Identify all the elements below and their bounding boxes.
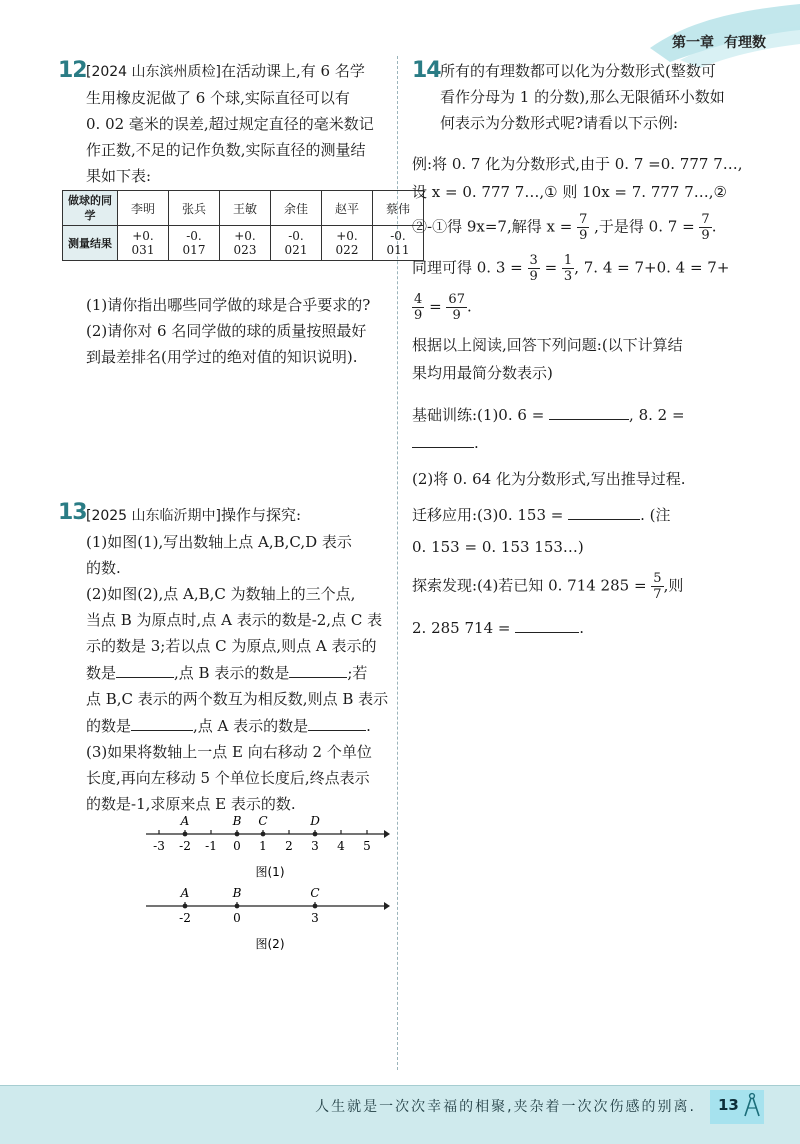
- q13-text: ;若: [347, 664, 368, 682]
- table-row: [63, 226, 424, 261]
- table-cell: +0. 023: [220, 226, 271, 261]
- fraction: [699, 212, 711, 243]
- point-marker: [313, 904, 318, 909]
- point-label: B: [232, 886, 242, 900]
- q13-text: 数是: [86, 664, 117, 682]
- question-13-number: 13: [58, 500, 87, 525]
- q12-sub-line: 到最差排名(用学过的绝对值的知识说明).: [86, 348, 358, 366]
- page-number-box: [710, 1090, 764, 1124]
- chapter-title: 有理数: [724, 35, 766, 51]
- table-cell: 赵平: [322, 191, 373, 226]
- tick-label: 5: [363, 839, 371, 853]
- fraction-denominator: 9: [529, 269, 538, 284]
- table-cell: +0. 031: [118, 226, 169, 261]
- q13-text-line: 的数.: [86, 559, 121, 577]
- fraction: [446, 292, 467, 323]
- question-12: [86, 58, 396, 189]
- q12-source: [2024 山东滨州质检]: [86, 64, 222, 80]
- compass-icon: [742, 1092, 762, 1118]
- fraction: [562, 253, 574, 284]
- q14-example-text: 同理可得 0. 3 =: [412, 258, 523, 277]
- q12-sub-line: (2)请你对 6 名同学做的球的质量按照最好: [86, 322, 367, 340]
- point-marker: [235, 832, 240, 837]
- q12-subquestions: [86, 292, 396, 370]
- q14-example: 例:将 0. 7 化为分数形式,由于 0. 7 =0. 777 7…, 设 x = 0. 777 7…,① 则 10x = 7. 777 7…,② ②-①得 9x=7,解得 x = $\frac{7}{9}$ ,于是得 0. 7 = $\frac{7}{9}$ . 同理可得 0. 3 = $\frac{3}{9}$ = $\frac{1}{3}$ , 7. 4 = 7+0. 4 = 7+ $\frac{4}{9}$ = $\frac{67}{9}$ . 根据以上阅读,回答下列问题:(以下计算结 果均用最简分数表示) 基础训练:(1)0. 6 = , 8. 2 = . (2)将 0. 64 化为分数形式,写出推导过程. 迁移应用:(3)0. 153 = . (注 0. 153 = 0. 153 153…) 探索发现:(4)若已知 0. 714 285 = $\frac{5}{7}$ ,则 2. 285 714 = .: [412, 150, 777, 642]
- q14-basic-text: , 8. 2 =: [629, 406, 685, 424]
- q14-example-line: 例:将 0. 7 化为分数形式,由于 0. 7 =0. 777 7…,: [412, 155, 743, 173]
- figure-caption: 图(1): [255, 865, 285, 879]
- q14-text-line: 所有的有理数都可以化为分数形式(整数可: [440, 62, 716, 80]
- q13-text-line: 的数是-1,求原来点 E 表示的数.: [86, 795, 296, 813]
- q12-measurement-table: [62, 190, 424, 261]
- axis-arrow: [384, 830, 390, 838]
- q12-text-line: 作正数,不足的记作负数,实际直径的测量结: [86, 141, 366, 159]
- q12-text-line: 在活动课上,有 6 名学: [221, 62, 365, 80]
- q14-transfer-text: . (注: [640, 506, 671, 524]
- point-marker: [183, 832, 188, 837]
- tick-label: -2: [179, 839, 191, 853]
- q14-text-line: 何表示为分数形式呢?请看以下示例:: [440, 114, 679, 132]
- fraction: [651, 571, 663, 602]
- tick-label: -3: [153, 839, 165, 853]
- q13-text-line: (1)如图(1),写出数轴上点 A,B,C,D 表示: [86, 533, 352, 551]
- point-label: B: [232, 814, 242, 828]
- tick-label: 0: [233, 911, 241, 925]
- table-cell: -0. 011: [373, 226, 424, 261]
- point-group: [180, 886, 320, 908]
- q13-text: .: [366, 717, 371, 735]
- tick-label: 3: [311, 911, 319, 925]
- page-number: 13: [718, 1096, 739, 1114]
- q14-example-text: 7. 4 = 7+0. 4 = 7+: [583, 258, 730, 277]
- answer-blank[interactable]: [515, 614, 579, 633]
- fraction-numerator: 7: [579, 212, 588, 227]
- fraction-denominator: 3: [563, 269, 573, 284]
- tick-label: 4: [337, 839, 345, 853]
- fraction: [577, 212, 589, 243]
- q14-explore-text: ,则: [663, 576, 684, 595]
- table-cell: -0. 017: [169, 226, 220, 261]
- table-row: [63, 191, 424, 226]
- point-group: [180, 814, 321, 836]
- q13-source: [2025 山东临沂期中]: [86, 508, 222, 524]
- q13-text-line: 示的数是 3;若以点 C 为原点,则点 A 表示的: [86, 637, 377, 655]
- table-cell: +0. 022: [322, 226, 373, 261]
- fraction: [528, 253, 540, 284]
- table-cell: 张兵: [169, 191, 220, 226]
- answer-blank[interactable]: [549, 401, 629, 420]
- number-line-figure-2: [140, 884, 390, 954]
- q12-text-line: 果如下表:: [86, 167, 152, 185]
- fraction-denominator: 7: [653, 587, 662, 602]
- fraction-numerator: 3: [529, 253, 538, 268]
- point-marker: [313, 832, 318, 837]
- question-12-number: 12: [58, 58, 87, 83]
- number-line-figure-1: [140, 812, 390, 882]
- answer-blank[interactable]: [412, 429, 474, 448]
- q13-text-line: (3)如果将数轴上一点 E 向右移动 2 个单位: [86, 743, 372, 761]
- point-label: C: [310, 886, 320, 900]
- fraction-numerator: 1: [563, 253, 573, 268]
- q14-final-text: 2. 285 714 =: [412, 619, 511, 637]
- point-label: D: [310, 814, 320, 828]
- q14-example-text: =: [429, 297, 442, 316]
- tick-label: -1: [205, 839, 217, 853]
- fraction-denominator: 9: [701, 228, 710, 243]
- answer-blank[interactable]: [116, 659, 174, 678]
- q13-text: ,点 B 表示的数是: [174, 664, 290, 682]
- question-13: [86, 502, 396, 817]
- page-footer: [0, 1085, 800, 1144]
- q14-basic-text: 基础训练:(1)0. 6 =: [412, 406, 545, 424]
- point-label: A: [180, 814, 190, 828]
- q14-text-line: 看作分母为 1 的分数),那么无限循环小数如: [440, 88, 725, 106]
- q14-reading-line: 果均用最简分数表示): [412, 364, 553, 382]
- axis-arrow: [384, 902, 390, 910]
- answer-blank[interactable]: [568, 501, 640, 520]
- table-cell: 余佳: [271, 191, 322, 226]
- question-14-number: 14: [412, 58, 441, 83]
- chapter-header: [672, 32, 766, 52]
- figure-caption: 图(2): [255, 937, 285, 951]
- fraction-denominator: 9: [579, 228, 588, 243]
- point-marker: [183, 904, 188, 909]
- q14-explore-text: 探索发现:(4)若已知 0. 714 285 =: [412, 576, 647, 595]
- tick-label: 3: [311, 839, 319, 853]
- q12-text-line: 生用橡皮泥做了 6 个球,实际直径可以有: [86, 89, 350, 107]
- answer-blank[interactable]: [131, 712, 193, 731]
- q14-transfer-text: 迁移应用:(3)0. 153 =: [412, 506, 564, 524]
- answer-blank[interactable]: [289, 659, 347, 678]
- q14-example-line: 设 x = 0. 777 7…,① 则 10x = 7. 777 7…,②: [412, 183, 727, 201]
- fraction-numerator: 67: [448, 292, 465, 307]
- table-cell: 王敏: [220, 191, 271, 226]
- tick-label: 2: [285, 839, 293, 853]
- q14-basic-line: (2)将 0. 64 化为分数形式,写出推导过程.: [412, 470, 686, 488]
- table-header-cell: 测量结果: [63, 226, 118, 261]
- point-marker: [235, 904, 240, 909]
- fraction-numerator: 5: [653, 571, 662, 586]
- point-label: A: [180, 886, 190, 900]
- q14-reading-line: 根据以上阅读,回答下列问题:(以下计算结: [412, 336, 683, 354]
- question-14: [440, 58, 770, 136]
- q13-text-line: (2)如图(2),点 A,B,C 为数轴上的三个点,: [86, 585, 356, 603]
- q13-text-line: 当点 B 为原点时,点 A 表示的数是-2,点 C 表: [86, 611, 383, 629]
- tick-label: -2: [179, 911, 191, 925]
- table-header-cell: 做球的同学: [63, 191, 118, 226]
- fraction-numerator: 7: [701, 212, 710, 227]
- q13-text: 的数是: [86, 717, 132, 735]
- q14-example-text: ②-①得 9x=7,解得 x =: [412, 217, 573, 236]
- fraction-denominator: 9: [414, 308, 423, 323]
- table-cell: -0. 021: [271, 226, 322, 261]
- fraction-numerator: 4: [414, 292, 423, 307]
- point-label: C: [258, 814, 268, 828]
- tick-label: 0: [233, 839, 241, 853]
- table-cell: 蔡伟: [373, 191, 424, 226]
- fraction: [412, 292, 424, 323]
- point-marker: [261, 832, 266, 837]
- footer-motto: 人生就是一次次幸福的相聚,夹杂着一次次伤感的别离.: [315, 1099, 696, 1115]
- q14-example-text: ,于是得 0. 7 =: [594, 217, 695, 236]
- tick-label: 1: [259, 839, 267, 853]
- table-cell: 李明: [118, 191, 169, 226]
- q13-text: ,点 A 表示的数是: [193, 717, 309, 735]
- q12-text-line: 0. 02 毫米的误差,超过规定直径的毫米数记: [86, 115, 374, 133]
- fraction-denominator: 9: [452, 308, 461, 323]
- q13-text-line: 长度,再向左移动 5 个单位长度后,终点表示: [86, 769, 370, 787]
- q13-title: 操作与探究:: [221, 506, 302, 524]
- q13-text-line: 点 B,C 表示的两个数互为相反数,则点 B 表示: [86, 690, 389, 708]
- chapter-number: 第一章: [672, 35, 714, 51]
- answer-blank[interactable]: [308, 712, 366, 731]
- q14-note-line: 0. 153 = 0. 153 153…): [412, 538, 584, 556]
- q12-sub-line: (1)请你指出哪些同学做的球是合乎要求的?: [86, 296, 371, 314]
